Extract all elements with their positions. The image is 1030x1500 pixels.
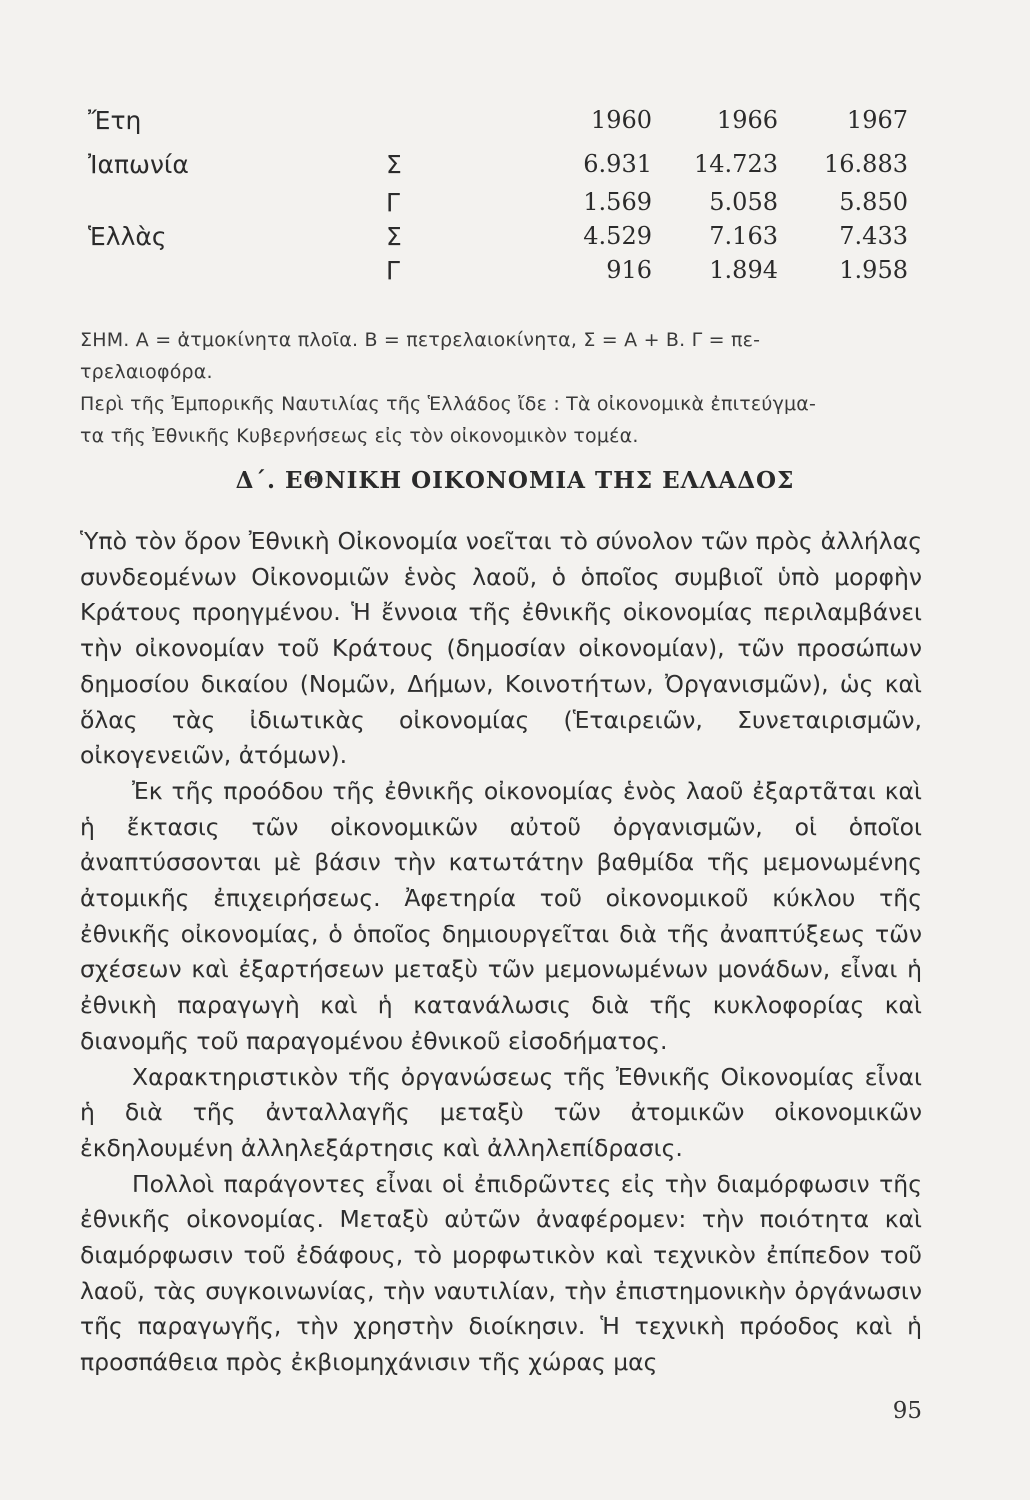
table-cell: 1.958 xyxy=(839,256,908,284)
note-line: τρελαιοφόρα. xyxy=(80,361,213,383)
table-cell: 6.931 xyxy=(583,150,652,178)
table-cell: 14.723 xyxy=(694,150,778,178)
note-line: Περὶ τῆς Ἐμπορικῆς Ναυτιλίας τῆς Ἑλλάδος ἴδε : Τὰ οἰκονομικὰ ἐπιτεύγμα- xyxy=(80,393,817,415)
year-1960: 1960 xyxy=(590,106,652,134)
year-1966: 1966 xyxy=(716,106,778,134)
table-cell: 7.163 xyxy=(709,222,778,250)
table-cell: 4.529 xyxy=(583,222,652,250)
table-cell: 5.850 xyxy=(839,188,908,216)
row-symbol: Σ xyxy=(386,150,402,179)
table-header-label: Ἔτη xyxy=(88,106,142,135)
table-cell: 7.433 xyxy=(839,222,908,250)
table-cell: 1.894 xyxy=(709,256,778,284)
note-line: τα τῆς Ἐθνικῆς Κυβερνήσεως εἰς τὸν οἰκονομικὸν τομέα. xyxy=(80,425,639,447)
body-text xyxy=(80,524,922,1381)
table-cell: 916 xyxy=(606,256,652,284)
table-notes xyxy=(80,324,922,452)
row-symbol: Σ xyxy=(386,222,402,251)
paragraph: Ὑπὸ τὸν ὅρον Ἐθνικὴ Οἰκονομία νοεῖται τὸ σύνολον τῶν πρὸς ἀλλήλας συνδεομένων Οἰκονομιῶν ἑνὸς λαοῦ, ὁ ὁποῖος συμβιοῖ ὑπὸ μορφὴν Κράτους προηγμένου. Ἡ ἔννοια τῆς ἐθνικῆς οἰκονομίας περιλαμβάνει τὴν οἰκονομίαν τοῦ Κράτους (δημοσίαν οἰκονομίαν), τῶν προσώπων δημοσίου δικαίου (Νομῶν, Δήμων, Κοινοτήτων, Ὀργανισμῶν), ὡς καὶ ὅλας τὰς ἰδιωτικὰς οἰκονομίας (Ἑταιρειῶν, Συνεταιρισμῶν, οἰκογενειῶν, ἀτόμων). xyxy=(80,527,922,770)
row-symbol: Γ xyxy=(386,188,400,217)
paragraph: Χαρακτηριστικὸν τῆς ὀργανώσεως τῆς Ἐθνικῆς Οἰκονομίας εἶναι ἡ διὰ τῆς ἀνταλλαγῆς μεταξὺ τῶν ἀτομικῶν οἰκονομικῶν ἐκδηλουμένη ἀλληλεξάρτησις καὶ ἀλληλεπίδρασις. xyxy=(80,1062,922,1162)
section-heading: Δ΄. ΕΘΝΙΚΗ ΟΙΚΟΝΟΜΙΑ ΤΗΣ ΕΛΛΑΔΟΣ xyxy=(235,467,795,494)
table-cell: 5.058 xyxy=(709,188,778,216)
row-label-greece: Ἑλλὰς xyxy=(88,222,167,251)
page-number: 95 xyxy=(892,1398,922,1424)
table-cell: 16.883 xyxy=(824,150,908,178)
note-line: ΣΗΜ. Α = ἀτμοκίνητα πλοῖα. Β = πετρελαιοκίνητα, Σ = Α + Β. Γ = πε- xyxy=(80,329,761,351)
paragraph: Ἐκ τῆς προόδου τῆς ἐθνικῆς οἰκονομίας ἑνὸς λαοῦ ἐξαρτᾶται καὶ ἡ ἔκτασις τῶν οἰκονομικῶν αὐτοῦ ὀργανισμῶν, οἱ ὁποῖοι ἀναπτύσσονται μὲ βάσιν τὴν κατωτάτην βαθμίδα τῆς μεμονωμένης ἀτομικῆς ἐπιχειρήσεως. Ἀφετηρία τοῦ οἰκονομικοῦ κύκλου τῆς ἐθνικῆς οἰκονομίας, ὁ ὁποῖος δημιουργεῖται διὰ τῆς ἀναπτύξεως τῶν σχέσεων καὶ ἐξαρτήσεων μεταξὺ τῶν μεμονωμένων μονάδων, εἶναι ἡ ἐθνικὴ παραγωγὴ καὶ ἡ κατανάλωσις διὰ τῆς κυκλοφορίας καὶ διανομῆς τοῦ παραγομένου ἐθνικοῦ εἰσοδήματος. xyxy=(80,776,922,1055)
shipping-table xyxy=(0,0,1030,290)
row-label-japan: Ἰαπωνία xyxy=(88,150,189,179)
paragraph: Πολλοὶ παράγοντες εἶναι οἱ ἐπιδρῶντες εἰς τὴν διαμόρφωσιν τῆς ἐθνικῆς οἰκονομίας. Μεταξὺ αὐτῶν ἀναφέρομεν: τὴν ποιότητα καὶ διαμόρφωσιν τοῦ ἐδάφους, τὸ μορφωτικὸν καὶ τεχνικὸν ἐπίπεδον τοῦ λαοῦ, τὰς συγκοινωνίας, τὴν ναυτιλίαν, τὴν ἐπιστημονικὴν ὀργάνωσιν τῆς παραγωγῆς, τὴν χρηστὴν διοίκησιν. Ἡ τεχνικὴ πρόοδος καὶ ἡ προσπάθεια πρὸς ἐκβιομηχάνισιν τῆς χώρας μας xyxy=(80,1169,922,1377)
year-1967: 1967 xyxy=(846,106,908,134)
table-cell: 1.569 xyxy=(583,188,652,216)
row-symbol: Γ xyxy=(386,256,400,285)
